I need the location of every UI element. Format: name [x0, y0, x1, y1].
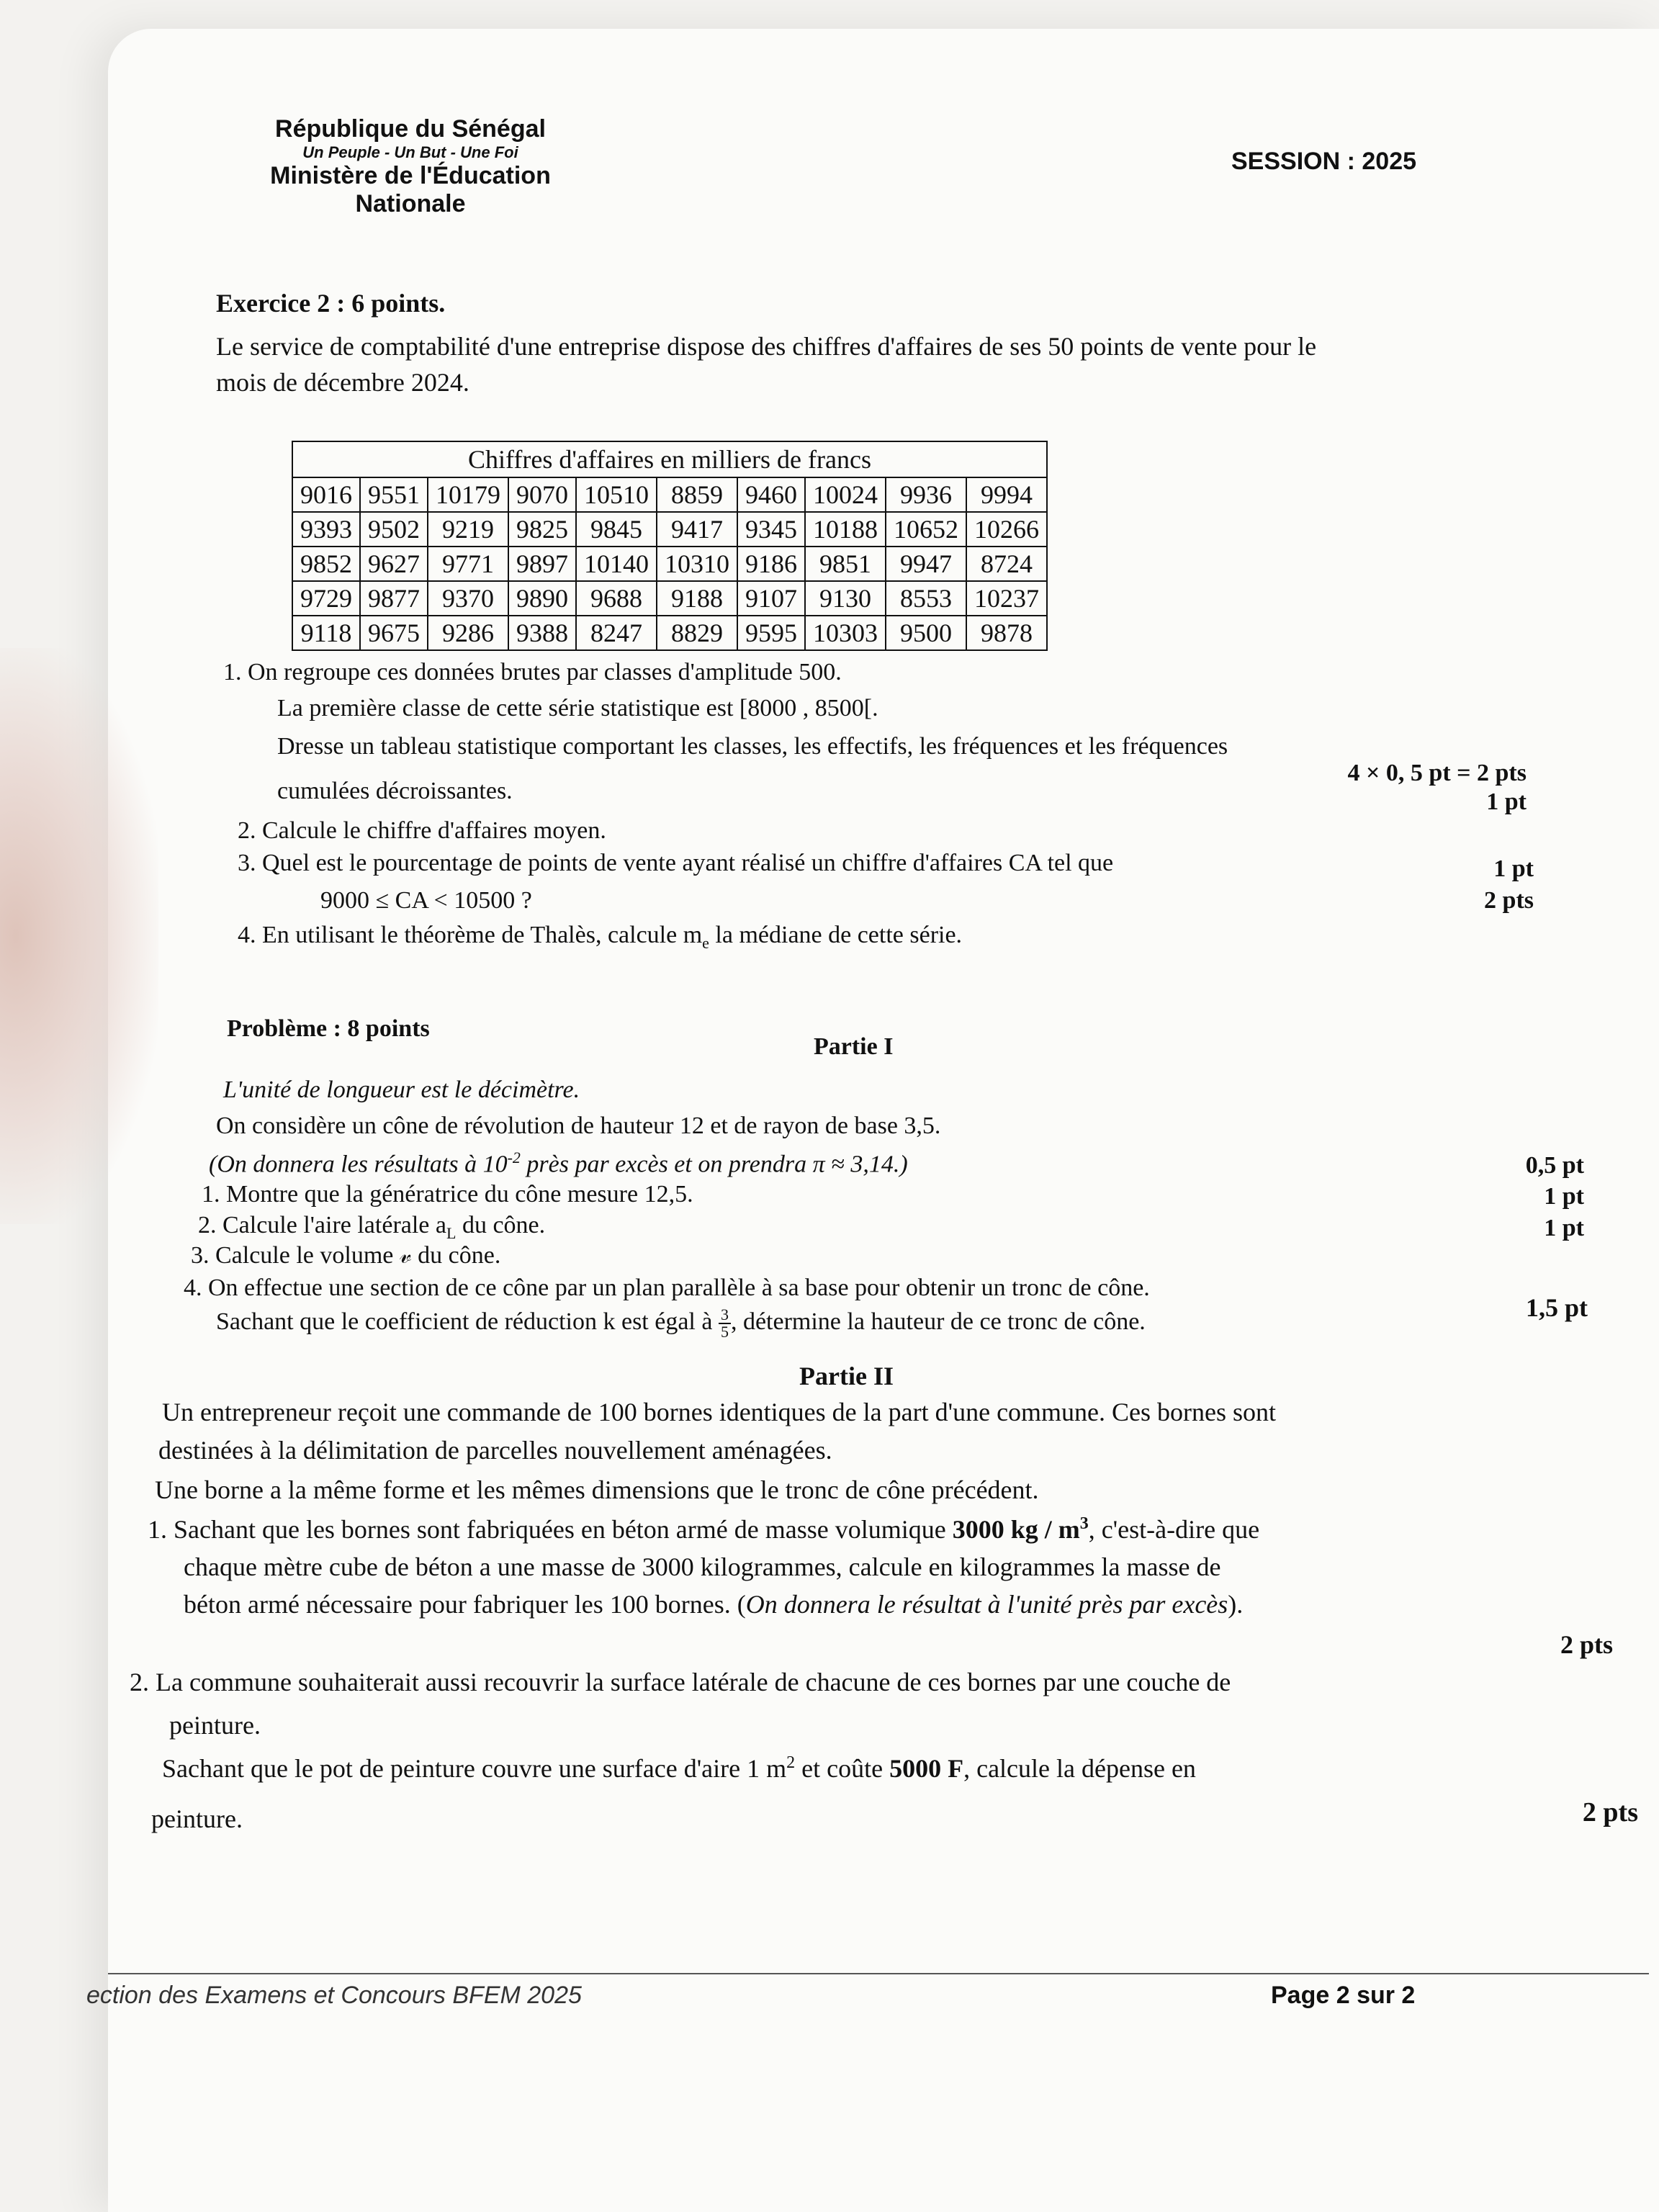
part1-line3-sup: -2 [507, 1148, 521, 1166]
table-cell: 9936 [886, 477, 966, 512]
table-cell: 9286 [428, 616, 508, 650]
table-cell: 9878 [966, 616, 1047, 650]
table-cell: 10024 [805, 477, 886, 512]
table-cell: 10510 [576, 477, 657, 512]
table-row [292, 477, 1047, 512]
finger-shadow [0, 648, 158, 1224]
table-cell: 10652 [886, 512, 966, 547]
footer-page-number: Page 2 sur 2 [1271, 1982, 1416, 2009]
part2-q1-line3 [184, 1589, 1243, 1619]
table-caption: Chiffres d'affaires en milliers de francs [292, 441, 1047, 477]
table-cell: 9460 [737, 477, 805, 512]
table-cell: 9070 [508, 477, 576, 512]
table-cell: 9388 [508, 616, 576, 650]
table-row [292, 581, 1047, 616]
q1-line4: cumulées décroissantes. [277, 778, 513, 804]
table-cell: 9370 [428, 581, 508, 616]
part2-line3: Une borne a la même forme et les mêmes dimensions que le tronc de cône précédent. [155, 1475, 1039, 1504]
table-cell: 8553 [886, 581, 966, 616]
q4-subscript: e [702, 933, 709, 952]
table-cell: 9877 [360, 581, 428, 616]
part2-line2: destinées à la délimitation de parcelles nouvellement aménagées. [158, 1436, 832, 1465]
table-cell: 9729 [292, 581, 360, 616]
country-name: République du Sénégal [275, 115, 546, 143]
table-cell: 8829 [657, 616, 737, 650]
part2-q1-line3-italic: On donnera le résultat à l'unité près par excès [745, 1590, 1228, 1619]
table-cell: 9016 [292, 477, 360, 512]
density-value: 3000 kg / m [952, 1515, 1080, 1544]
table-cell: 9502 [360, 512, 428, 547]
table-row [292, 616, 1047, 650]
table-cell: 10266 [966, 512, 1047, 547]
q1-line2: La première classe de cette série statistique est [8000 , 8500[. [277, 695, 878, 721]
part2-q2-tail: , calcule la dépense en [963, 1754, 1196, 1783]
part2-line1: Un entrepreneur reçoit une commande de 100 bornes identiques de la part d'une commune. Ces bornes sont [162, 1398, 1277, 1426]
table-cell: 9393 [292, 512, 360, 547]
table-cell: 9994 [966, 477, 1047, 512]
part1-q2-text: 2. Calcule l'aire latérale a [198, 1212, 446, 1238]
part1-title: Partie I [814, 1033, 894, 1060]
part2-q1-line3-text: béton armé nécessaire pour fabriquer les 100 bornes. ( [184, 1590, 746, 1619]
part1-q2 [198, 1212, 545, 1243]
table-cell: 10140 [576, 547, 657, 581]
footer-left: ection des Examens et Concours BFEM 2025 [86, 1982, 582, 2009]
table-cell: 10303 [805, 616, 886, 650]
part1-q4-line1: 4. On effectue une section de ce cône par un plan parallèle à sa base pour obtenir un tronc de cône. [184, 1274, 1150, 1301]
session-label: SESSION : 2025 [1231, 148, 1417, 175]
part1-line2: On considère un cône de révolution de hauteur 12 et de rayon de base 3,5. [216, 1112, 941, 1139]
part1-q4-line2 [216, 1307, 1146, 1340]
part1-q3: 3. Calcule le volume 𝓋 du cône. [191, 1242, 501, 1269]
part2-title: Partie II [799, 1362, 894, 1390]
table-cell: 8724 [966, 547, 1047, 581]
part1-q3-points: 1 pt [1544, 1215, 1584, 1241]
table-cell: 9107 [737, 581, 805, 616]
problem-title: Problème : 8 points [227, 1015, 430, 1042]
table-row [292, 547, 1047, 581]
part2-q2-line3 [162, 1753, 1196, 1784]
part1-q2-points: 1 pt [1544, 1183, 1584, 1210]
footer-divider [108, 1973, 1649, 1974]
table-cell: 9897 [508, 547, 576, 581]
part1-q1: 1. Montre que la génératrice du cône mesure 12,5. [202, 1181, 693, 1208]
table-cell: 9627 [360, 547, 428, 581]
part1-line3 [209, 1148, 908, 1178]
part2-q2-line1: 2. La commune souhaiterait aussi recouvrir la surface latérale de chacune de ces bornes par une couche de [130, 1668, 1231, 1696]
table-cell: 10179 [428, 477, 508, 512]
part2-q1-line2: chaque mètre cube de béton a une masse de 3000 kilogrammes, calcule en kilogrammes la masse de [184, 1552, 1221, 1581]
part2-q2-line2: peinture. [169, 1711, 261, 1740]
part1-q2-tail: du cône. [456, 1212, 546, 1238]
table-cell: 9500 [886, 616, 966, 650]
table-cell: 9345 [737, 512, 805, 547]
table-cell: 9675 [360, 616, 428, 650]
q2-points: 1 pt [1486, 788, 1527, 815]
part1-q1-points: 0,5 pt [1525, 1152, 1584, 1179]
q3-points: 1 pt [1493, 855, 1534, 882]
exercise-intro-line2: mois de décembre 2024. [216, 368, 469, 397]
table-cell: 9188 [657, 581, 737, 616]
fraction-denominator: 5 [720, 1323, 729, 1341]
q1-line3: Dresse un tableau statistique comportant les classes, les effectifs, les fréquences et les fréquences [277, 733, 1228, 760]
ministry-line2: Nationale [355, 190, 466, 217]
table-cell: 9551 [360, 477, 428, 512]
table-cell: 9852 [292, 547, 360, 581]
table-cell: 9771 [428, 547, 508, 581]
table-cell: 10237 [966, 581, 1047, 616]
table-cell: 9417 [657, 512, 737, 547]
q1-line1: 1. On regroupe ces données brutes par classes d'amplitude 500. [223, 659, 842, 685]
part1-line3-text: (On donnera les résultats à 10 [209, 1151, 508, 1178]
q4-points: 2 pts [1484, 887, 1534, 914]
part1-q4-text: Sachant que le coefficient de réduction k est égal à [216, 1308, 719, 1335]
density-exponent: 3 [1079, 1514, 1089, 1533]
table-cell: 9890 [508, 581, 576, 616]
ministry-line1: Ministère de l'Éducation [270, 162, 551, 189]
exercise-intro-line1: Le service de comptabilité d'une entreprise dispose des chiffres d'affaires de ses 50 points de vente pour le [216, 332, 1317, 361]
part1-q2-sub: L [446, 1223, 457, 1242]
national-motto: Un Peuple - Un But - Une Foi [302, 143, 518, 161]
q4-text: 4. En utilisant le théorème de Thalès, calcule m [238, 922, 703, 948]
revenue-table [292, 441, 1048, 651]
q2-line: 2. Calcule le chiffre d'affaires moyen. [238, 817, 606, 844]
q4-tail: la médiane de cette série. [709, 922, 963, 948]
table-cell: 9186 [737, 547, 805, 581]
table-cell: 9130 [805, 581, 886, 616]
table-cell: 10310 [657, 547, 737, 581]
part2-q1-tail: , c'est-à-dire que [1088, 1515, 1260, 1544]
q3-line1: 3. Quel est le pourcentage de points de vente ayant réalisé un chiffre d'affaires CA tel que [238, 850, 1114, 876]
exercise-title: Exercice 2 : 6 points. [216, 289, 446, 318]
header-block [259, 115, 562, 218]
table-cell: 10188 [805, 512, 886, 547]
table-cell: 9595 [737, 616, 805, 650]
table-cell: 9845 [576, 512, 657, 547]
table-cell: 9851 [805, 547, 886, 581]
table-cell: 9219 [428, 512, 508, 547]
part2-q1-text: 1. Sachant que les bornes sont fabriquées en béton armé de masse volumique [148, 1515, 953, 1544]
data-table-wrapper [292, 441, 1048, 651]
table-cell: 9947 [886, 547, 966, 581]
part2-q2-mid: et coûte [795, 1754, 890, 1783]
part2-q2-text: Sachant que le pot de peinture couvre une surface d'aire 1 m [162, 1754, 787, 1783]
part2-q2-points: 2 pts [1582, 1797, 1638, 1827]
part1-line1: L'unité de longueur est le décimètre. [223, 1076, 580, 1103]
part2-q1-line1 [148, 1514, 1259, 1545]
table-cell: 9118 [292, 616, 360, 650]
part1-line3-tail: près par excès et on prendra π ≈ 3,14.) [520, 1151, 908, 1178]
reduction-fraction [719, 1307, 731, 1340]
table-row [292, 512, 1047, 547]
part1-q4-points: 1,5 pt [1525, 1293, 1588, 1322]
table-cell: 9825 [508, 512, 576, 547]
part1-q4-tail: , détermine la hauteur de ce tronc de cône. [730, 1308, 1146, 1335]
q3-line2: 9000 ≤ CA < 10500 ? [320, 887, 532, 914]
part2-q1-points: 2 pts [1560, 1630, 1613, 1659]
table-cell: 8247 [576, 616, 657, 650]
area-exponent: 2 [786, 1753, 796, 1772]
table-cell: 9688 [576, 581, 657, 616]
table-cell: 8859 [657, 477, 737, 512]
part2-q2-line4: peinture. [151, 1804, 243, 1833]
part2-q1-line3-tail: ). [1228, 1590, 1244, 1619]
q4-line [238, 922, 962, 953]
paint-price: 5000 F [889, 1754, 964, 1783]
fraction-numerator: 3 [719, 1307, 731, 1324]
q1-points: 4 × 0, 5 pt = 2 pts [1347, 760, 1527, 786]
